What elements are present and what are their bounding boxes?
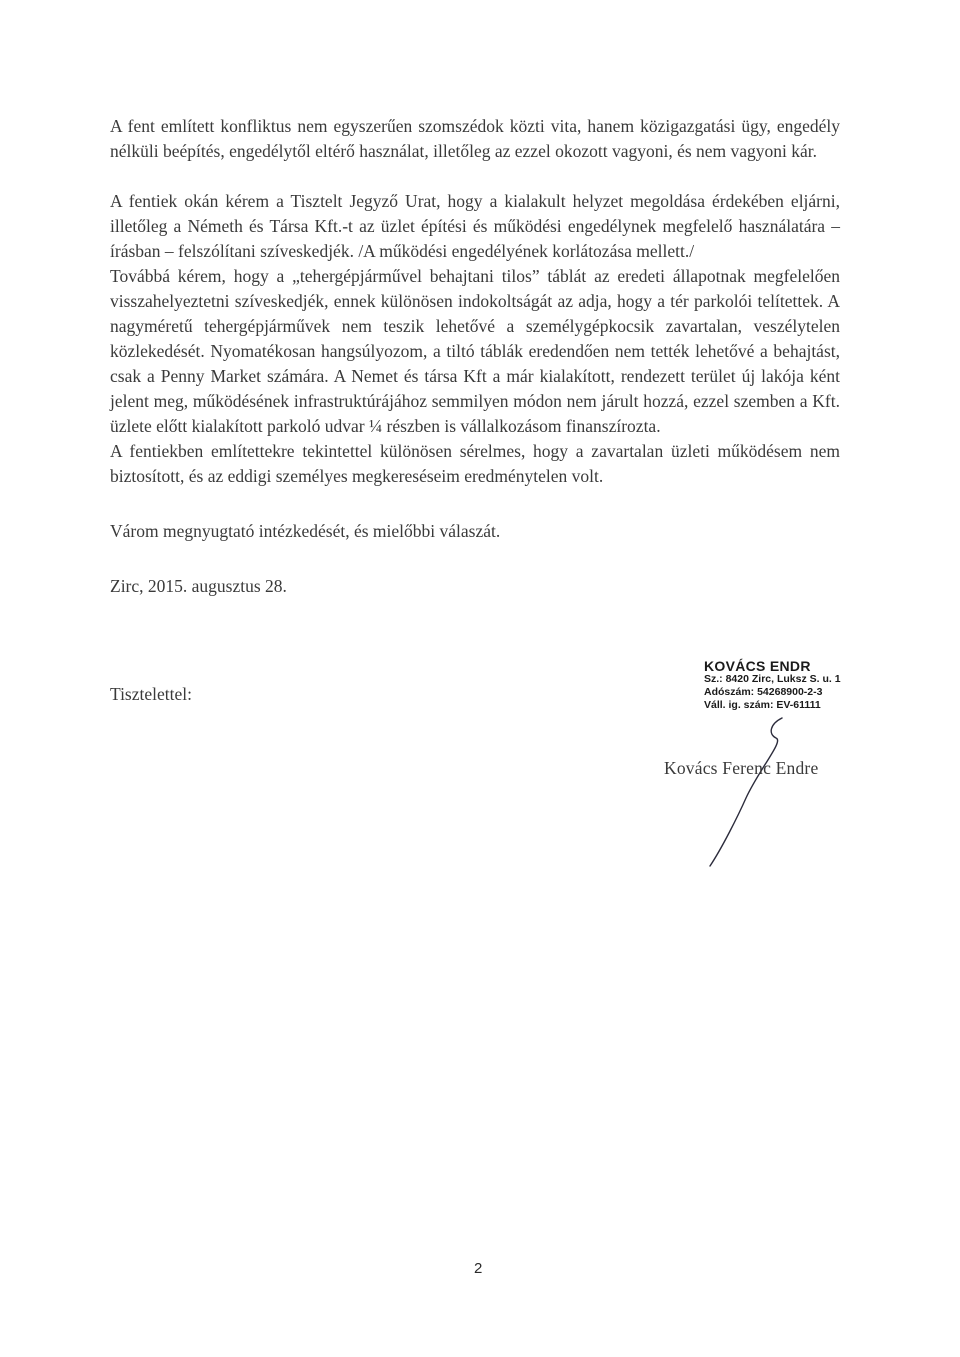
letter-body: [110, 114, 840, 599]
stamp-tax-number: Adószám: 54268900-2-3: [704, 686, 823, 698]
paragraph-grievance: A fentiekben említettekre tekintettel különösen sérelmes, hogy a zavartalan üzleti működésem nem biztosított, és az eddigi személyes megkereséseim eredménytelen volt.: [110, 441, 840, 486]
handwritten-signature: [700, 698, 790, 868]
paragraph-request: A fentiek okán kérem a Tisztelt Jegyző Urat, hogy a kialakult helyzet megoldása érdekében eljárni, illetőleg a Németh és Társa Kft.-t az üzlet építési és működési engedélynek megfelelő használatára – írásban – felszólítani szíveskedjék. /A működési engedélyének korlátozása mellett./: [110, 191, 840, 261]
paragraph-sign-request: Továbbá kérem, hogy a „tehergépjárművel behajtani tilos” táblát az eredeti állapotnak megfelelően visszahelyeztetni szíveskedjék, ennek különösen indokoltságát az adja, hogy a tér parkolói telítettek. A nagyméretű tehergépjárművek nem teszik lehetővé a személygépkocsik zavartalan, veszélytelen közlekedését. Nyomatékosan hangsúlyozom, a tiltó táblák eredendően nem tették lehetővé a behajtást, csak a Penny Market számára. A Nemet és társa Kft a már kialakított, rendezett terület új lakója ként jelent meg, működésének infrastruktúrájához semmilyen módon nem járult hozzá, ezzel szemben a Kft. üzlete előtt kialakított parkoló udvar ¼ részben is vállalkozásom finanszírozta.: [110, 266, 840, 436]
greeting: Tisztelettel:: [110, 684, 192, 704]
stamp-address: Sz.: 8420 Zirc, Luksz S. u. 1: [704, 673, 841, 685]
page-number: 2: [474, 1260, 483, 1277]
signer-name: Kovács Ferenc Endre: [664, 758, 819, 778]
stamp-name: KOVÁCS ENDR: [704, 658, 811, 674]
stamp-license: Váll. ig. szám: EV-61111: [704, 699, 821, 711]
paragraph-conflict: A fent említett konfliktus nem egyszerűen szomszédok közti vita, hanem közigazgatási ügy, engedély nélküli beépítés, engedélytől eltérő használat, illetőleg az ezzel okozott vagyoni, és nem vagyoni kár.: [110, 116, 840, 161]
date-line: Zirc, 2015. augusztus 28.: [110, 576, 287, 596]
paragraph-closing: Várom megnyugtató intézkedését, és mielőbbi válaszát.: [110, 521, 501, 541]
